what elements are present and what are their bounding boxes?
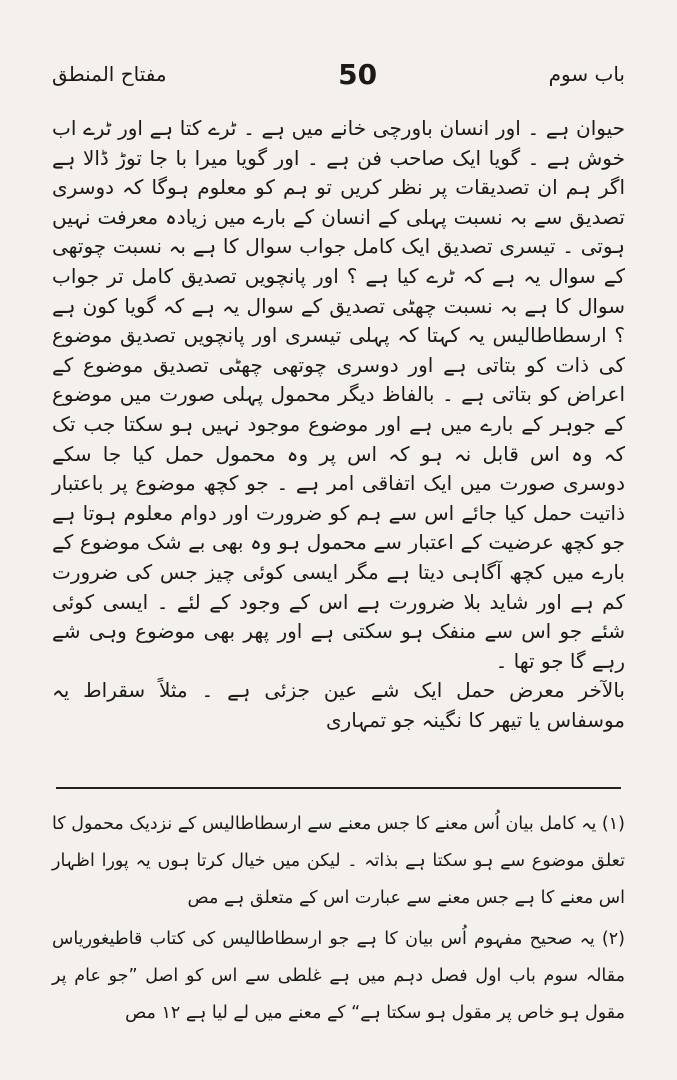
page-header bbox=[52, 52, 625, 96]
paragraph: بالآخر معرض حمل ایک شے عین جزئی ہے ۔ مثلاً سقراط یہ موسفاس یا تیھر کا نگینہ جو تمہاری bbox=[52, 678, 625, 732]
paragraph: حیوان ہے ۔ اور انسان باورچی خانے میں ہے ۔ ٹرے کتا ہے اور ٹرے اب خوش ہے ۔ گویا ایک صاحب فن ہے ۔ اور گویا میرا با جا توڑ ڈالا ہے اگر ہم ان تصدیقات پر نظر کریں تو ہم کو معلوم ہوگا کہ دوسری تصدیق سے بہ نسبت پہلی کے انسان کے بارے میں زیادہ معرفت نہیں ہوتی ۔ تیسری تصدیق ایک کامل جواب سوال کا ہے بہ نسبت چوتھی کے سوال یہ ہے کہ ٹرے کیا ہے ؟ اور پانچویں تصدیق کامل تر جواب سوال کا ہے بہ نسبت چھٹی تصدیق کے سوال یہ ہے کہ گویا کون ہے ؟ ارسطاطالیس یہ کہتا کہ پہلی تیسری اور پانچویں تصدیق موضوع کی ذات کو بتاتی ہے اور دوسری چوتھی چھٹی تصدیق موضوع کے اعراض کو بتاتی ہے ۔ بالفاظ دیگر محمول پہلی صورت میں موضوع کے جوہر کے بارے میں ہے اور موضوع موجود نہیں ہو سکتا جب تک کہ وہ اس قابل نہ ہو کہ اس پر وہ محمول حمل کیا جا سکے دوسری صورت میں ایک اتفاقی امر ہے ۔ جو کچھ موضوع پر باعتبار ذاتیت حمل کیا جائے اس سے ہم کو ضرورت اور دوام معلوم ہوتا ہے جو کچھ عرضیت کے اعتبار سے محمول ہو وہ بھی بے شک موضوع کے بارے میں کچھ آگاہی دیتا ہے مگر ایسی کوئی چیز جس کی ضرورت کم ہے اور شاید بلا ضرورت ہے اس کے وجود کے لئے ۔ ایسی کوئی شئے جو اس سے منفک ہو سکتی ہے اور پھر بھی موضوع وہی شے رہے گا جو تھا ۔ bbox=[52, 116, 625, 673]
page-number: 50 bbox=[338, 57, 378, 91]
footnote-divider bbox=[56, 787, 621, 789]
footnotes bbox=[52, 806, 625, 1036]
chapter-label: باب سوم bbox=[548, 62, 625, 86]
footnote: (۱) یہ کامل بیان اُس معنے کا جس معنے سے ارسطاطالیس کے نزدیک محمول کا تعلق موضوع سے ہو سکتا ہے بذاتہ ۔ لیکن میں خیال کرتا ہوں یہ پورا اظہار اس معنے کا ہے جس معنے سے عبارت اس کے متعلق ہے مص bbox=[52, 814, 625, 908]
book-title: مفتاح المنطق bbox=[52, 62, 167, 86]
main-text bbox=[52, 114, 625, 735]
footnote: (۲) یہ صحیح مفہوم اُس بیان کا ہے جو ارسطاطالیس کی کتاب قاطیغوریاس مقالہ سوم باب اول فصل دہم میں ہے غلطی سے اس کو اصل ”جو عام پر مقول ہو خاص پر مقول ہو سکتا ہے“ کے معنے میں لے لیا ہے ۱۲ مص bbox=[52, 929, 625, 1023]
